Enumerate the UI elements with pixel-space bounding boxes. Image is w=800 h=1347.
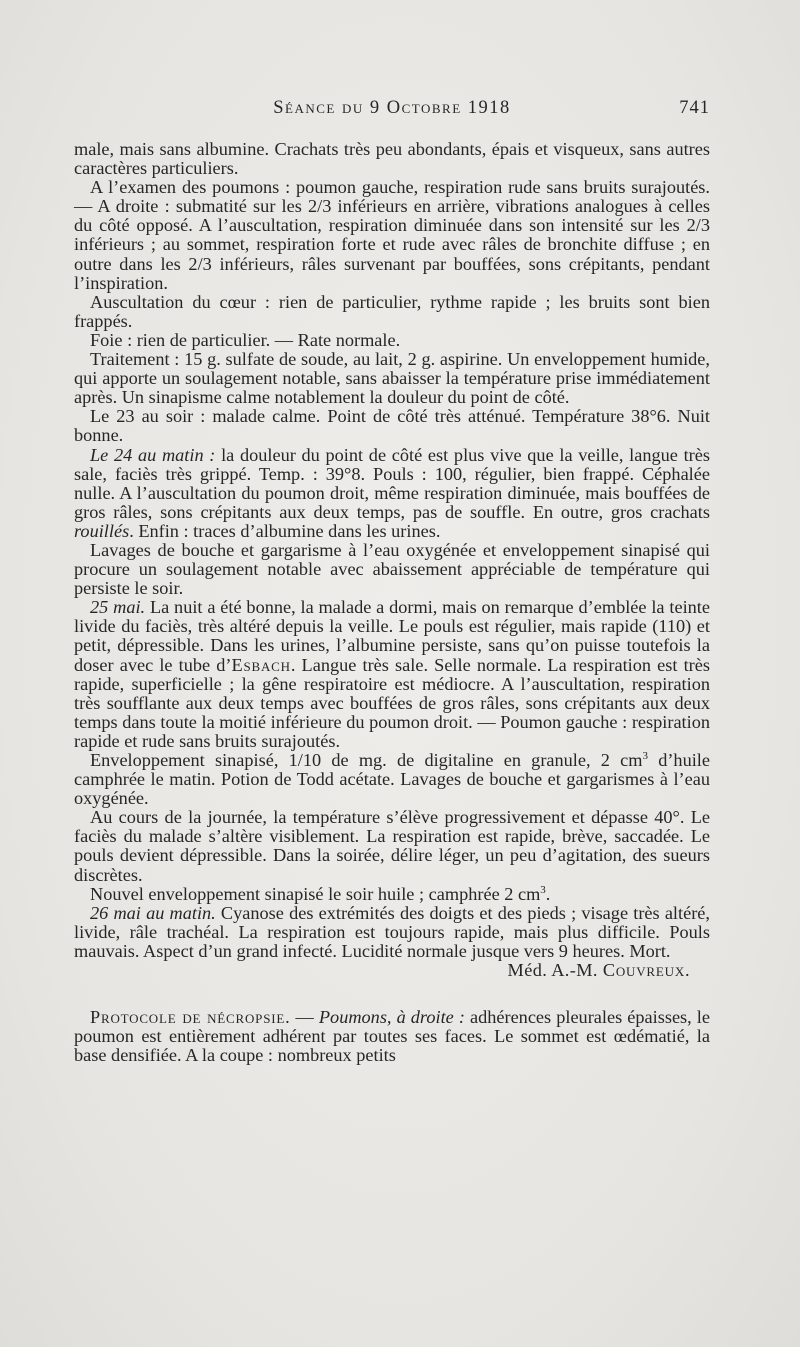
signature: Méd. A.-M. Couvreux. <box>507 960 690 981</box>
page-body <box>74 140 710 1065</box>
paragraph-5: Traitement : 15 g. sulfate de soude, au lait, 2 g. aspirine. Un enveloppement humide, qui apporte un soulagement notable, sans abaisser la température prise immédiatement après. Un sinapisme calme notablement la douleur du point de côté. <box>74 349 710 408</box>
paragraph-9: 25 mai. La nuit a été bonne, la malade a dormi, mais on remarque d’emblée la teinte livide du faciès, très altéré depuis la veille. Le pouls est régulier, mais rapide (110) et petit, dépressible. Dans les urines, l’albumine persiste, sans qu’on puisse toutefois la doser avec le tube d’Esbach. Langue très sale. Selle normale. La respiration est très rapide, superficielle ; la gêne respiratoire est médiocre. A l’auscultation, respiration très soufflante aux deux temps avec bouffées de gros râles, sons crépitants aux deux temps dans toute la moitié inférieure du poumon droit. — Poumon gauche : respiration rapide et rude sans bruits surajoutés. <box>74 597 710 751</box>
paragraph-7: Le 24 au matin : la douleur du point de côté est plus vive que la veille, langue très sale, faciès très grippé. Temp. : 39°8. Pouls : 100, régulier, bien frappé. Céphalée nulle. A l’auscultation du poumon droit, même respiration diminuée, mais bouffées de gros râles, sons crépitants aux deux temps, pas de souffle. En outre, gros crachats rouillés. Enfin : traces d’albumine dans les urines. <box>74 444 710 541</box>
date-lead: Le 24 au matin : <box>90 444 216 465</box>
paragraph-12: Nouvel enveloppement sinapisé le soir huile ; camphrée 2 $cm^3$. <box>90 883 551 904</box>
date-lead: 26 mai au matin. <box>90 902 216 923</box>
paragraph-8: Lavages de bouche et gargarisme à l’eau oxygénée et enveloppement sinapisé qui procure un soulagement notable avec abaissement appréciable de température qui persiste le soir. <box>74 539 710 599</box>
date-lead: 25 mai. <box>90 597 146 618</box>
protocole-paragraph: Protocole de nécropsie. — Poumons, à droite : adhérences pleurales épaisses, le poumon est entièrement adhérent par toutes ses faces. Le sommet est œdématié, la base densifiée. A la coupe : nombreux petits <box>74 1007 710 1066</box>
paragraph-13: 26 mai au matin. Cyanose des extrémités des doigts et des pieds ; visage très altéré, livide, râle trachéal. La respiration est toujours rapide, mais plus difficile. Pouls mauvais. Aspect d’un grand infecté. Lucidité normale jusque vers 9 heures. Mort. <box>74 902 710 961</box>
superscript: 3 <box>540 883 546 896</box>
running-title: Séance du 9 Octobre 1918 <box>273 98 511 118</box>
paragraph-11: Au cours de la journée, la température s’élève progressivement et dépasse 40°. Le faciès du malade s’altère visiblement. La respiration est rapide, brève, saccadée. Le pouls devient dépressible. Dans la soirée, délire léger, un peu d’agitation, des sueurs discrètes. <box>74 807 710 885</box>
italic-lead: Poumons, à droite : <box>318 1007 465 1028</box>
paragraph-1: male, mais sans albumine. Crachats très peu abondants, épais et visqueux, sans autres caractères particuliers. <box>74 139 710 179</box>
paragraph-10: Enveloppement sinapisé, 1/10 de mg. de digitaline en granule, 2 $cm^3$ d’huile camphrée le matin. Potion de Todd acétate. Lavages de bouche et gargarismes à l’eau oxygénée. <box>74 749 710 809</box>
small-caps-name: Esbach <box>231 654 291 675</box>
superscript: 3 <box>642 749 648 762</box>
paragraph-6: Le 23 au soir : malade calme. Point de côté très atténué. Température 38°6. Nuit bonne. <box>74 406 710 446</box>
paragraph-4: Foie : rien de particulier. — Rate normale. <box>90 329 401 350</box>
section-heading: Protocole de nécropsie. <box>90 1007 291 1028</box>
page-header <box>74 98 710 122</box>
paragraph-3: Auscultation du cœur : rien de particulier, rythme rapide ; les bruits sont bien frappés. <box>74 291 710 331</box>
italic-term: rouillés <box>74 520 130 541</box>
paragraph-2: A l’examen des poumons : poumon gauche, respiration rude sans bruits surajoutés. — A droite : submatité sur les 2/3 inférieurs en arrière, vibrations analogues à celles du côté opposé. A l’auscultation, respiration diminuée dans son intensité sur les 2/3 inférieurs ; au sommet, respiration forte et rude avec râles de bronchite diffuse ; en outre dans les 2/3 inférieurs, râles survenant par bouffées, sons crépitants, pendant l’inspiration. <box>74 177 710 293</box>
page-number: 741 <box>679 98 710 118</box>
signature-name: Couvreux <box>602 960 686 981</box>
